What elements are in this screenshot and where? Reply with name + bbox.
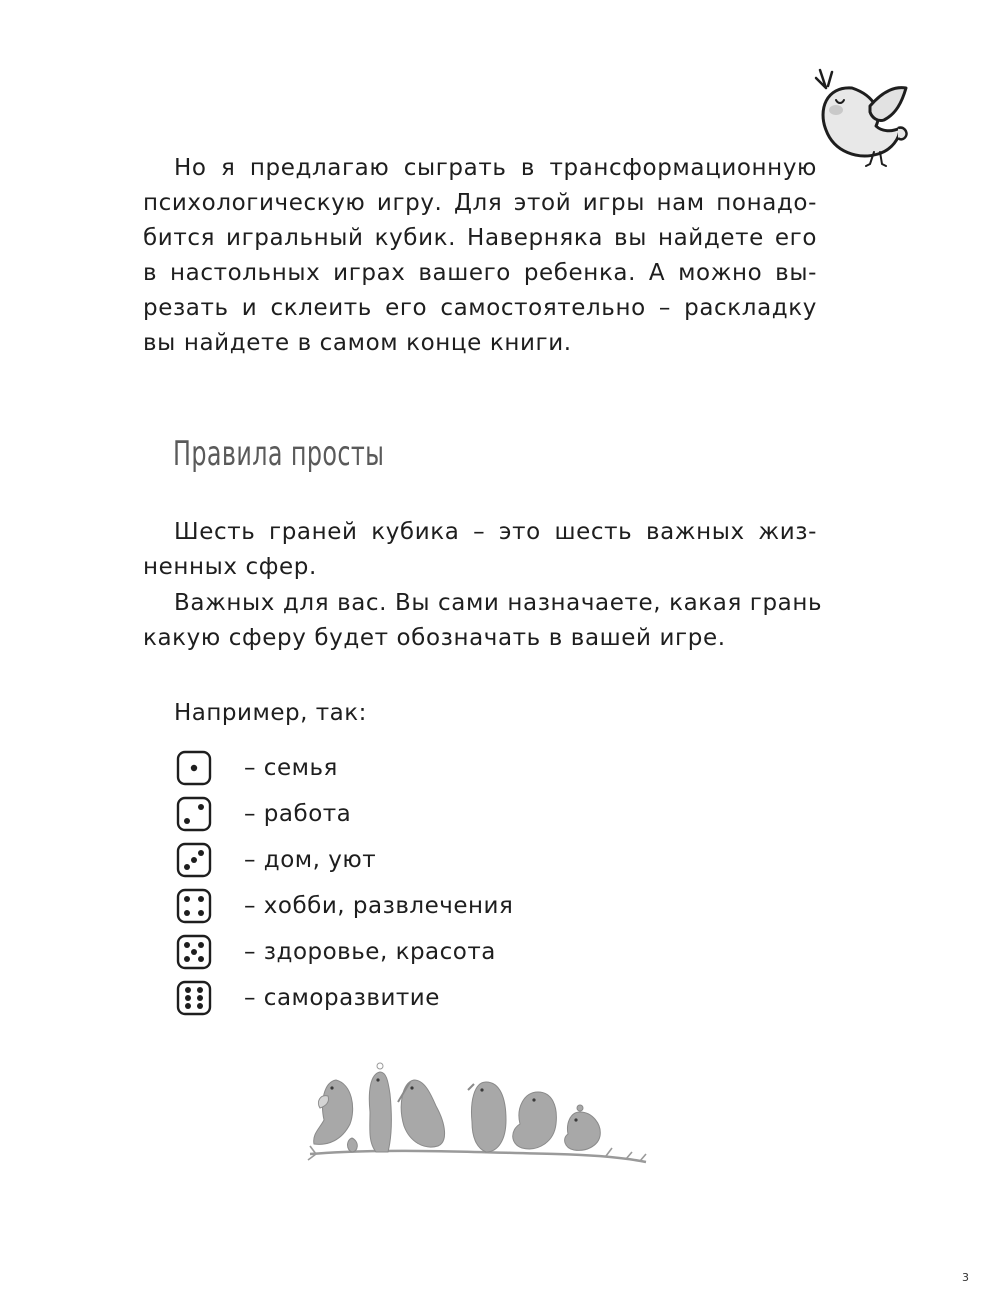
sphere-label: – здоровье, красота — [244, 939, 496, 965]
birds-on-branch-illustration — [306, 1062, 650, 1170]
section-heading: Правила просты — [173, 434, 385, 474]
example-intro: Например, так: — [174, 700, 367, 726]
list-item — [176, 883, 513, 929]
text-line: в настольных играх вашего ребенка. А можно вы- — [143, 260, 817, 286]
text-line: Но я предлагаю сыграть в трансформационную — [174, 155, 817, 181]
die-face-six-icon — [176, 980, 212, 1016]
text-line: какую сферу будет обозначать в вашей игре. — [143, 625, 726, 651]
sphere-label: – хобби, развлечения — [244, 893, 514, 919]
text-line: Шесть граней кубика – это шесть важных жиз- — [174, 519, 817, 545]
intro-paragraph — [143, 151, 817, 361]
sphere-label: – семья — [244, 755, 338, 781]
text-line: вы найдете в самом конце книги. — [143, 330, 572, 356]
text-line: Важных для вас. Вы сами назначаете, какая грань — [174, 590, 823, 616]
die-face-three-icon — [176, 842, 212, 878]
die-face-four-icon — [176, 888, 212, 924]
rules-paragraph-1 — [143, 515, 817, 585]
sphere-label: – работа — [244, 801, 352, 827]
text-line: бится игральный кубик. Наверняка вы найдете его — [143, 225, 817, 251]
bird-illustration-icon — [812, 66, 912, 170]
list-item — [176, 837, 513, 883]
sphere-list — [176, 745, 513, 1021]
die-face-two-icon — [176, 796, 212, 832]
list-item — [176, 745, 513, 791]
sphere-label: – дом, уют — [244, 847, 377, 873]
rules-paragraph-2 — [143, 586, 823, 656]
sphere-label: – саморазвитие — [244, 985, 440, 1011]
text-line: психологическую игру. Для этой игры нам понадо- — [143, 190, 817, 216]
die-face-five-icon — [176, 934, 212, 970]
die-face-one-icon — [176, 750, 212, 786]
page-number: 3 — [962, 1271, 969, 1284]
list-item — [176, 929, 513, 975]
list-item — [176, 975, 513, 1021]
text-line: ненных сфер. — [143, 554, 317, 580]
list-item — [176, 791, 513, 837]
text-line: резать и склеить его самостоятельно – раскладку — [143, 295, 817, 321]
